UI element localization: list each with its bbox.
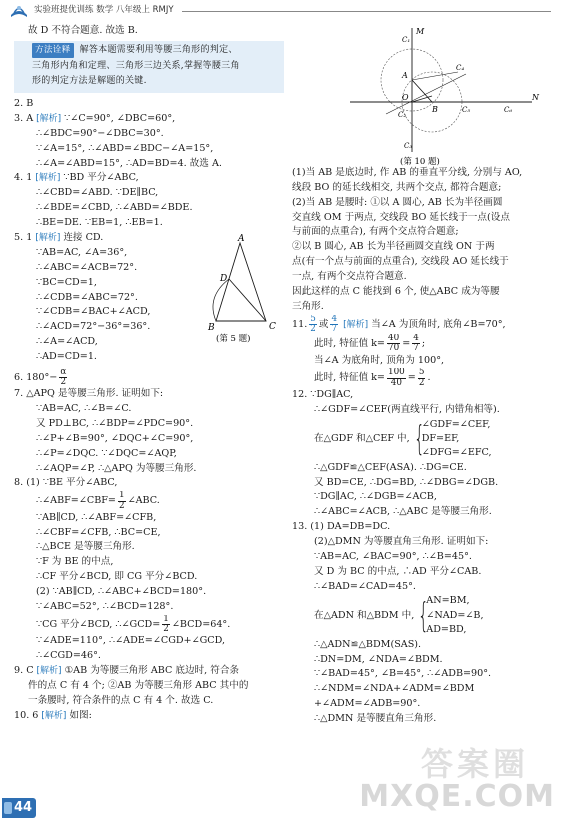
text-line: 三角形. bbox=[292, 300, 324, 312]
text-line: ∴CF 平分∠BCD, 即 CG 平分∠BCD. bbox=[36, 571, 198, 583]
figure-label: D bbox=[220, 274, 228, 284]
fraction-denominator: 2 bbox=[60, 377, 67, 388]
fraction bbox=[418, 368, 426, 387]
fraction-numerator: 4 bbox=[331, 314, 338, 324]
text-line: ∴∠ABC=∠ACB=72°. bbox=[36, 261, 138, 273]
text-line: ∴△BCE 是等腰三角形. bbox=[36, 541, 135, 553]
text-span: ∵CG 平分∠BCD, ∴∠GCD= bbox=[36, 619, 161, 631]
brace-item: DF=EF, bbox=[421, 432, 460, 444]
text-span: ; bbox=[421, 338, 426, 350]
watermark-text: MXQE.COM bbox=[359, 778, 555, 814]
text-line bbox=[14, 491, 284, 510]
brace-item: AN=BM, bbox=[426, 595, 470, 607]
text-line: ∵∠A=15°, ∴∠ABD=∠BDC−∠A=15°, bbox=[36, 142, 214, 154]
fraction bbox=[387, 368, 406, 387]
text-span: = bbox=[407, 372, 416, 384]
fraction-denominator: 2 bbox=[118, 500, 125, 511]
text-line: 与前面的点重合), 有两个交点符合题意; bbox=[292, 226, 459, 238]
page-header bbox=[0, 0, 565, 22]
text-line: ∴∠ACD=72°−36°=36°. bbox=[36, 321, 151, 333]
analysis-tag: [解析] bbox=[35, 233, 61, 243]
brace-group bbox=[292, 418, 554, 461]
text-line: (1)当 AB 是底边时, 作 AB 的垂直平分线, 分别与 AO, bbox=[292, 167, 523, 178]
text-line: ∵AB=AC, ∠BAC=90°, ∴∠B=45°. bbox=[314, 550, 472, 562]
figure-label: A bbox=[402, 71, 408, 80]
text-line: 线段 BO 的延长线相交, 共两个交点, 都符合题意; bbox=[292, 181, 502, 193]
text-line: ∴∠NDM=∠NDA+∠ADM=∠BDM bbox=[314, 683, 475, 695]
fraction-numerator: 40 bbox=[387, 334, 400, 344]
answer-line bbox=[292, 315, 554, 334]
fraction-denominator: 7 bbox=[331, 323, 338, 334]
watermark bbox=[329, 738, 559, 822]
text-line: ∴∠A=∠ACD, bbox=[36, 336, 98, 348]
figure-label: C₅ bbox=[462, 106, 471, 114]
text-line: (2)△DMN 为等腰直角三角形. 证明如下: bbox=[314, 536, 489, 548]
figure-label: M bbox=[416, 27, 425, 36]
text-span: ∠BCD=64°. bbox=[171, 619, 231, 631]
text-line: 12. ∵DG∥AC, bbox=[292, 388, 354, 400]
fraction bbox=[412, 334, 420, 353]
brace-item: ∠DFG=∠EFC, bbox=[421, 447, 492, 459]
text-line: 又 BD=CE, ∴DG=BD, ∴∠DBG=∠DGB. bbox=[314, 476, 499, 488]
fraction-numerator: 1 bbox=[118, 491, 125, 501]
text-line: 连接 CD. bbox=[63, 232, 104, 243]
text-line: ∴∠CGD=46°. bbox=[36, 650, 101, 662]
analysis-tag: [解析] bbox=[36, 665, 62, 676]
text-line: ∴∠BAD=∠CAD=45°. bbox=[314, 580, 416, 592]
text-line: ∵∠ADE=110°, ∴∠ADE=∠CGD+∠GCD, bbox=[36, 635, 226, 647]
text-line: 如图: bbox=[69, 709, 92, 721]
figure-label: B bbox=[432, 105, 438, 114]
text-line: 8. (1) ∵BE 平分∠ABC, bbox=[14, 477, 118, 489]
figure-label: N bbox=[532, 93, 539, 102]
fraction-denominator: 2 bbox=[163, 624, 169, 635]
fraction-denominator: 7 bbox=[413, 343, 419, 354]
text-line: 又 D 为 BC 的中点, ∴AD 平分∠CAB. bbox=[314, 565, 482, 577]
watermark-logo-text: 答案圈 bbox=[420, 745, 529, 783]
text-line bbox=[292, 334, 554, 353]
text-line: ∵BC=CD=1, bbox=[36, 276, 97, 288]
brace-icon: { bbox=[413, 418, 425, 459]
text-line: ∴△GDF≌△CEF(ASA). ∴DG=CE. bbox=[314, 461, 467, 473]
answer-line bbox=[14, 368, 284, 387]
fraction-numerator: 5 bbox=[310, 314, 316, 324]
text-line: ∵AB∥CD, ∴∠ABF=∠CFB, bbox=[36, 511, 157, 523]
text-span: ∴∠ABF=∠CBF= bbox=[36, 495, 116, 507]
analysis-tag: [解析] bbox=[35, 173, 61, 184]
brace-icon: { bbox=[418, 595, 430, 636]
text-line: 又 PD⊥BC, ∴∠BDP=∠PDC=90°. bbox=[36, 418, 194, 429]
analysis-tag: [解析] bbox=[36, 113, 62, 124]
page-number: 44 bbox=[14, 800, 33, 815]
text-span: 当∠A 为顶角时, 底角∠B=70°, bbox=[371, 318, 506, 330]
text-line: ∵AB=AC, ∴∠B=∠C. bbox=[36, 403, 132, 415]
text-line: ∵AB=AC, ∠A=36°, bbox=[36, 246, 128, 258]
text-line: ∴BE=DE. ∵EB=1, ∴EB=1. bbox=[36, 217, 163, 229]
text-line bbox=[292, 368, 554, 387]
text-span: 或 bbox=[318, 318, 329, 330]
text-line: ∵∠BAD=45°, ∠B=45°, ∴∠ADB=90°. bbox=[314, 668, 492, 680]
brace-item: ∠GDF=∠CEF, bbox=[421, 418, 491, 430]
text-line: ∴∠CBD=∠ABD. ∵DE∥BC, bbox=[36, 187, 159, 199]
brace-item: ∠NAD=∠B, bbox=[426, 609, 484, 621]
page-number-badge bbox=[2, 798, 36, 818]
text-line: ∵∠CDB=∠BAC+∠ACD, bbox=[36, 306, 151, 318]
figure-label: C₄ bbox=[456, 64, 465, 72]
figure-label: C₂ bbox=[398, 111, 407, 119]
text-line: ∴∠CBF=∠CFB, ∴BC=CE, bbox=[36, 526, 161, 538]
fraction bbox=[387, 334, 400, 353]
text-line: ∴∠BDC=90°−∠DBC=30°. bbox=[36, 127, 164, 139]
fraction-denominator: 70 bbox=[387, 343, 400, 354]
text-line: ∴∠P+∠B=90°, ∠DQC+∠C=90°, bbox=[36, 432, 194, 444]
text-span: 在△GDF 和△CEF 中, bbox=[314, 432, 410, 444]
text-line: (2)当 AB 是腰时: ①以 A 圆心, AB 长为半径画圆 bbox=[292, 196, 503, 208]
text-line: ①AB 为等腰三角形 ABC 底边时, 符合条 bbox=[64, 664, 240, 676]
text-line: ∴∠CDB=∠ABC=72°. bbox=[36, 291, 138, 303]
analysis-tag: [解析] bbox=[41, 710, 67, 721]
book-logo-icon bbox=[10, 3, 28, 19]
text-line: ∴∠AQP=∠P, ∴△APQ 为等腰三角形. bbox=[36, 462, 197, 474]
text-line: ∵F 为 BE 的中点, bbox=[36, 556, 114, 568]
text-line: ∴∠P=∠DQC. ∵∠DQC=∠AQP, bbox=[36, 447, 177, 459]
method-text: 形的判定方法是解题的关键. bbox=[32, 76, 147, 87]
fraction bbox=[162, 615, 170, 634]
text-span: . bbox=[427, 372, 431, 384]
figure-label: C₃ bbox=[404, 142, 413, 150]
header-rule bbox=[182, 11, 551, 12]
text-line: 一点, 有两个交点符合题意. bbox=[292, 271, 407, 283]
text-line: 故 D 不符合题意. 故选 B. bbox=[28, 25, 138, 36]
right-column bbox=[292, 24, 554, 727]
text-line: ∵DG∥AC, ∴∠DGB=∠ACB, bbox=[314, 491, 437, 503]
text-line: ∴∠ABC=∠ACB, ∴△ABC 是等腰三角形. bbox=[314, 506, 492, 518]
answer-line bbox=[14, 171, 284, 186]
figure-5-triangle bbox=[200, 233, 284, 345]
fraction-numerator: 5 bbox=[418, 368, 425, 378]
figure-label: C₆ bbox=[504, 106, 513, 114]
analysis-tag: [解析] bbox=[343, 319, 369, 330]
fraction bbox=[59, 368, 67, 387]
text-line: ∴△DMN 是等腰直角三角形. bbox=[314, 712, 437, 724]
answer-number: 11. bbox=[292, 318, 308, 330]
text-line: ②以 B 圆心, AB 长为半径画圆交直线 ON 于两 bbox=[292, 241, 495, 253]
fraction-numerator: α bbox=[60, 367, 67, 377]
answer-number: 5. 1 bbox=[14, 232, 33, 243]
header-title: 实验班提优训练 数学 八年级上 RMJY bbox=[34, 5, 174, 16]
text-line: (2) ∵AB∥CD, ∴∠ABC+∠BCD=180°. bbox=[36, 586, 207, 598]
text-line: 交直线 OM 于两点, 交线段 BO 延长线于一点(设点 bbox=[292, 211, 510, 223]
answer-number: 10. 6 bbox=[14, 709, 39, 721]
left-column bbox=[14, 24, 284, 724]
figure-label: B bbox=[208, 323, 215, 333]
figure-label: C bbox=[269, 322, 276, 332]
answer-number: 9. C bbox=[14, 664, 34, 676]
page-tab-icon bbox=[4, 802, 12, 814]
fraction-denominator: 2 bbox=[310, 323, 316, 334]
fraction-numerator: 4 bbox=[413, 334, 419, 344]
text-line: +∠ADM=∠ADB=90°. bbox=[314, 698, 421, 710]
text-line: ∴∠BDE=∠CBD, ∴∠ABD=∠BDE. bbox=[36, 202, 193, 214]
fraction-numerator: 1 bbox=[163, 614, 169, 624]
answer-line bbox=[14, 664, 284, 679]
text-line: 件的点 C 有 4 个; ②AB 为等腰三角形 ABC 其中的 bbox=[28, 679, 249, 691]
brace-items bbox=[422, 418, 492, 461]
brace-group bbox=[292, 594, 554, 637]
answer-number: 4. 1 bbox=[14, 172, 33, 184]
fraction bbox=[309, 315, 317, 334]
method-title: 方法诠释 bbox=[32, 43, 74, 58]
figure-label: C₁ bbox=[402, 36, 411, 44]
text-span: ∠ABC. bbox=[127, 495, 160, 507]
text-line bbox=[14, 615, 284, 634]
text-span: 此时, 特征值 k= bbox=[314, 372, 385, 384]
answer-line: 2. B bbox=[14, 98, 34, 110]
figure-label: O bbox=[402, 93, 409, 102]
answer-line bbox=[14, 112, 284, 127]
method-text: 三角形内角和定理、三角形三边关系,掌握等腰三角 bbox=[32, 60, 240, 71]
fraction-denominator: 2 bbox=[418, 377, 425, 388]
method-text: 解答本题需要利用等腰三角形的判定、 bbox=[79, 44, 238, 55]
answer-line bbox=[14, 709, 284, 724]
text-line: ∴△ADN≌△BDM(SAS). bbox=[314, 638, 422, 650]
text-line: ∴∠GDF=∠CEF(两直线平行, 内错角相等). bbox=[314, 403, 500, 415]
text-line: 一条腰时, 符合条件的点 C 有 4 个. 故选 C. bbox=[28, 694, 214, 706]
brace-item: AD=BD, bbox=[426, 624, 467, 636]
text-line: 因此这样的点 C 能找到 6 个, 使△ABC 成为等腰 bbox=[292, 285, 500, 297]
text-line: ∴AD=CD=1. bbox=[36, 350, 97, 362]
text-line: ∴DN=DM, ∠NDA=∠BDM. bbox=[314, 653, 443, 665]
fraction bbox=[118, 491, 126, 510]
brace-items bbox=[426, 594, 483, 637]
text-line: 7. △APQ 是等腰三角形. 证明如下: bbox=[14, 388, 164, 400]
figure-10-diagram bbox=[346, 24, 546, 166]
text-span: 此时, 特征值 k= bbox=[314, 338, 385, 350]
fraction-numerator: 100 bbox=[387, 368, 405, 378]
text-line: ∵BD 平分∠ABC, bbox=[63, 172, 139, 184]
figure-caption: (第 5 题) bbox=[216, 334, 251, 344]
text-line: ∵∠C=90°, ∠DBC=60°, bbox=[64, 112, 176, 124]
figure-caption: (第 10 题) bbox=[400, 157, 440, 166]
fraction-denominator: 40 bbox=[390, 377, 402, 388]
text-line: ∴∠A=∠ABD=15°, ∴AD=BD=4. 故选 A. bbox=[36, 157, 222, 169]
text-span: = bbox=[402, 338, 411, 350]
answer-number: 3. A bbox=[14, 112, 34, 124]
text-line: 点(有一个点与前面的点重合), 交线段 AO 延长线于 bbox=[292, 256, 509, 268]
fraction bbox=[330, 315, 338, 334]
method-box bbox=[14, 41, 284, 93]
q5-block bbox=[14, 231, 284, 365]
text-line: 13. (1) DA=DB=DC. bbox=[292, 521, 391, 533]
text-span: 在△ADN 和△BDM 中, bbox=[314, 609, 415, 621]
figure-label: A bbox=[238, 234, 245, 244]
text-span: 6. 180°− bbox=[14, 372, 58, 384]
text-line: ∵∠ABC=52°, ∴∠BCD=128°. bbox=[36, 600, 174, 612]
text-line: 当∠A 为底角时, 顶角为 100°, bbox=[314, 354, 445, 366]
